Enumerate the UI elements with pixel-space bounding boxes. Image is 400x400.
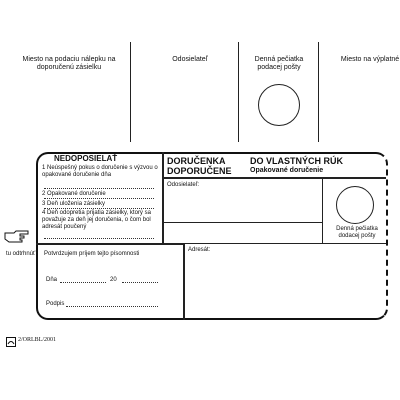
form-subtitle: Opakované doručenie <box>250 167 324 174</box>
postage-label: Miesto na výplatné <box>340 56 400 63</box>
top-divider-3 <box>318 42 319 142</box>
posting-stamp-circle <box>258 84 300 126</box>
item-2: 2 Opakované doručenie <box>42 191 106 197</box>
item-4: 4 Deň odopretia prijatia zásielky, ktorý sa považuje za deň jej doručenia, o čom bol adresát poučený <box>42 210 151 230</box>
pointing-hand-icon <box>4 228 30 249</box>
left-box-divider <box>162 152 164 244</box>
item-1: 1 Neúspešný pokus o doručenie s výzvou o opakované doručenie dňa <box>42 165 158 178</box>
sender-label: Odosielateľ: <box>167 182 200 188</box>
form-title-3: DO VLASTNÝCH RÚK <box>250 156 344 166</box>
form-title-2: DOPORUČENE <box>167 166 232 176</box>
year-label: 20 <box>110 277 117 283</box>
item-3-line <box>44 208 154 209</box>
delivery-stamp-label: Denná pečiatka dodacej pošty <box>336 226 378 239</box>
addressee-label: Adresát: <box>188 247 211 253</box>
date-label: Dňa <box>46 277 58 283</box>
stamp-label-area: Miesto na podaciu nálepku na doporučenú zásielku <box>22 56 116 71</box>
top-divider-1 <box>130 42 131 142</box>
post-logo-icon <box>6 334 16 352</box>
item-2-line <box>44 198 154 199</box>
header-divider <box>163 177 386 179</box>
year-line <box>122 282 158 283</box>
no-forward-title: NEDOPOSIELAŤ <box>54 154 118 163</box>
left-box-bottom <box>36 243 184 245</box>
form-title-1: DORUČENKA <box>167 156 226 166</box>
sign-label: Podpis <box>46 301 65 307</box>
top-divider-2 <box>238 42 239 142</box>
confirm-text: Potvrdzujem príjem tejto písomnosti <box>44 251 140 257</box>
item-3: 3 Deň uloženia zásielky <box>42 201 106 207</box>
addressee-divider <box>183 243 185 320</box>
sender-bottom <box>163 222 322 223</box>
tear-here-label: tu odtrhnúť <box>6 251 36 257</box>
form-code: 2/ORLBL/2001 <box>18 337 57 343</box>
item-1-line <box>44 188 154 189</box>
date-line <box>60 282 106 283</box>
delivery-stamp-circle <box>336 186 374 224</box>
stamp-divider <box>322 177 323 243</box>
sender-top-label: Odosielateľ <box>172 56 208 63</box>
item-4-line <box>44 238 154 239</box>
posting-stamp-label: Denná pečiatka podacej pošty <box>254 56 304 71</box>
sign-line <box>66 306 158 307</box>
addressee-top <box>183 243 386 244</box>
